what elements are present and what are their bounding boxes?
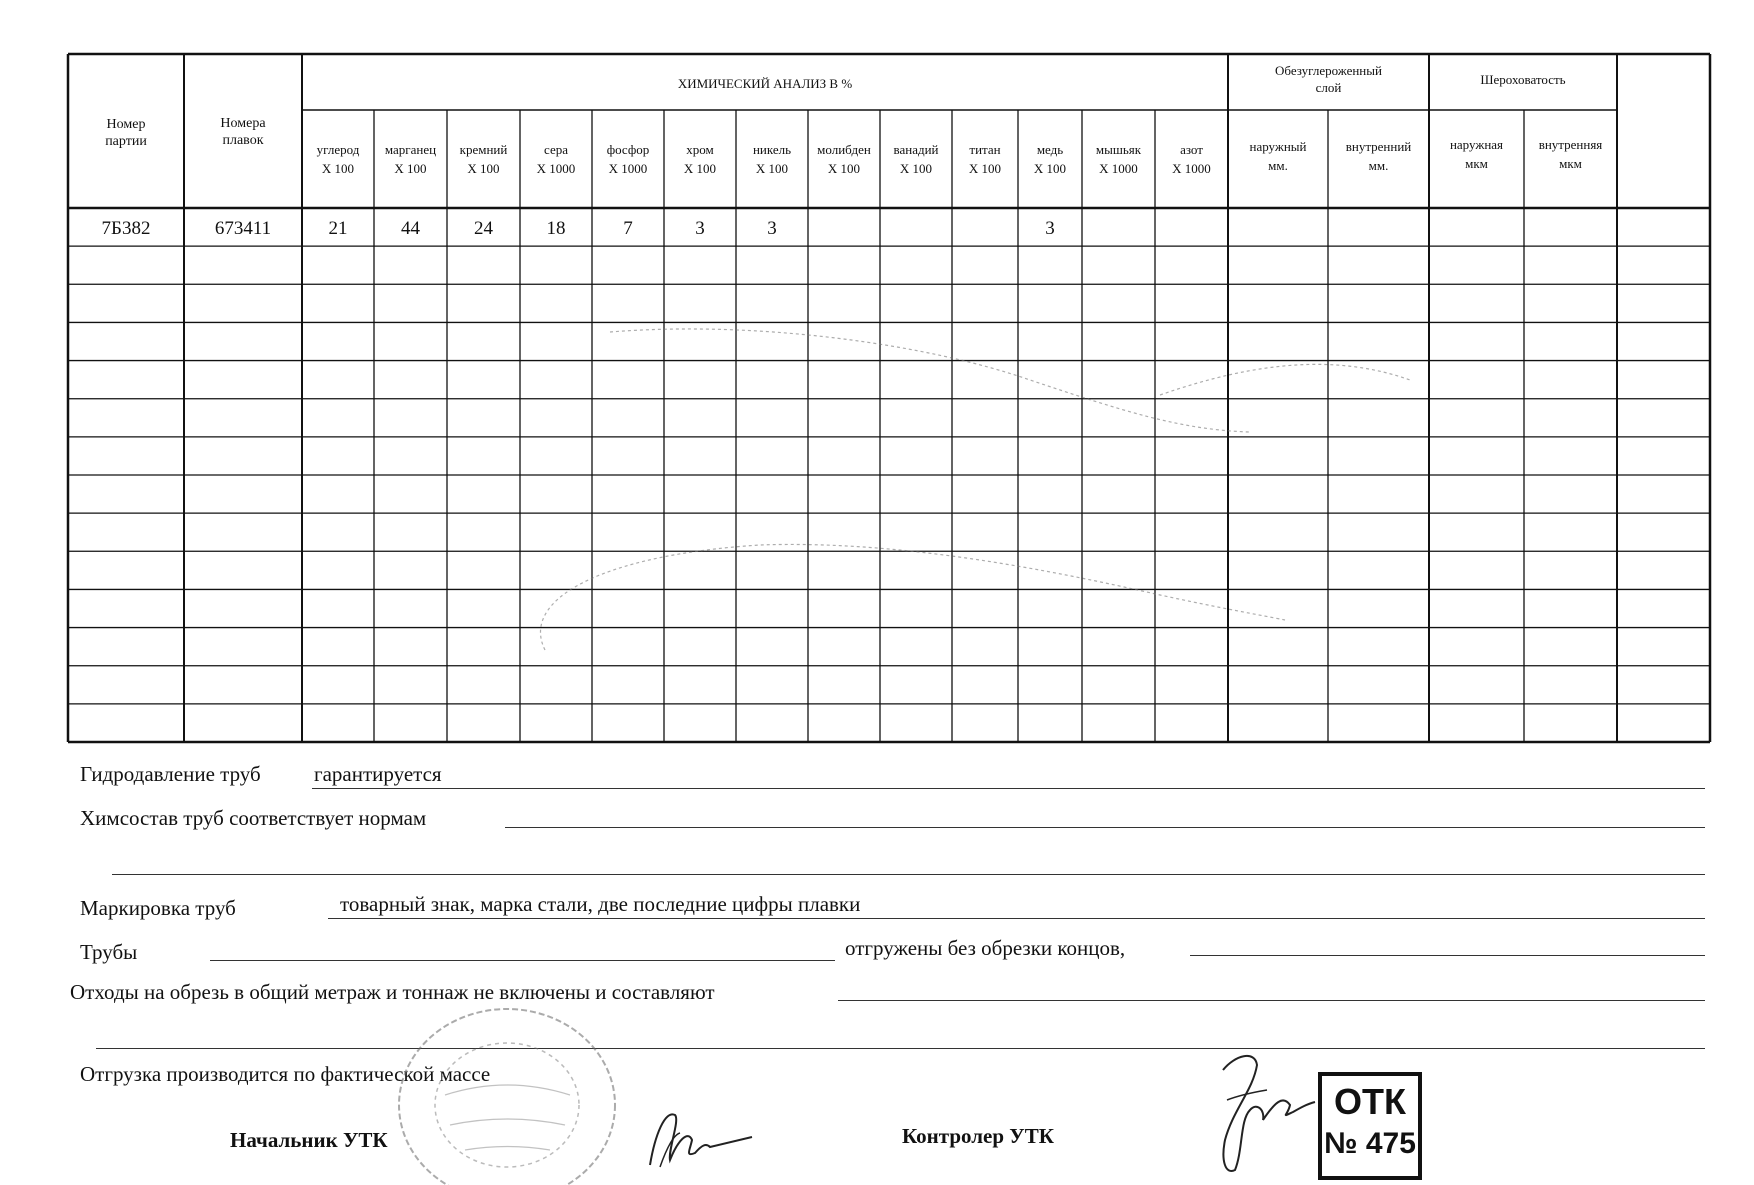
header-col-1-mult: X 100 xyxy=(394,161,427,176)
marking-label: Маркировка труб xyxy=(80,896,236,920)
header-decarb-col-1-unit: мм. xyxy=(1368,158,1389,173)
header-col-7-name: молибден xyxy=(817,142,871,157)
header-col-12-name: азот xyxy=(1180,142,1203,157)
shipment-label: Отгрузка производится по фактической массе xyxy=(80,1062,491,1086)
header-col-8-name: ванадий xyxy=(893,142,939,157)
controller-utk-label: Контролер УТК xyxy=(902,1124,1054,1148)
chief-utk-label: Начальник УТК xyxy=(230,1128,388,1152)
header-col-7-mult: X 100 xyxy=(827,161,861,176)
header-col-5-mult: X 100 xyxy=(683,161,717,176)
header-col-6-mult: X 100 xyxy=(755,161,789,176)
cell-chem-1: 44 xyxy=(401,218,420,240)
header-col-6-name: никель xyxy=(752,142,792,157)
header-roughness: Шероховатость xyxy=(1480,72,1566,87)
header-col-11-name: мышьяк xyxy=(1095,142,1142,157)
shipped-text: отгружены без обрезки концов, xyxy=(845,936,1126,960)
header-chem-analysis: ХИМИЧЕСКИЙ АНАЛИЗ В % xyxy=(677,76,853,91)
pipes-underline xyxy=(210,960,835,961)
header-col-9-mult: X 100 xyxy=(968,161,1002,176)
header-col-8-mult: X 100 xyxy=(899,161,933,176)
cell-batch: 7Б382 xyxy=(101,218,151,240)
header-heat-no-1: Номера xyxy=(220,116,266,131)
otk-stamp-title: ОТК xyxy=(1334,1081,1406,1122)
controller-signature xyxy=(1195,1040,1325,1180)
header-col-2-name: кремний xyxy=(459,142,508,157)
waste-underline xyxy=(838,1000,1705,1001)
header-col-3-mult: X 1000 xyxy=(536,161,576,176)
header-col-10-mult: X 100 xyxy=(1033,161,1067,176)
hydro-underline xyxy=(312,788,1705,789)
header-batch-no-1: Номер xyxy=(106,117,146,132)
cell-chem-2: 24 xyxy=(474,218,493,240)
hydro-value: гарантируется xyxy=(314,762,442,786)
header-decarb-1: Обезуглероженный xyxy=(1275,63,1382,78)
header-rough-col-0-unit: мкм xyxy=(1465,156,1488,171)
header-col-11-mult: X 1000 xyxy=(1099,161,1138,176)
header-col-0-mult: X 100 xyxy=(321,161,355,176)
header-rough-col-0-name: наружная xyxy=(1449,137,1504,152)
chief-signature xyxy=(640,1095,760,1180)
waste-underline-2 xyxy=(96,1048,1705,1049)
chem-composition-underline xyxy=(505,827,1705,828)
waste-label: Отходы на обрезь в общий метраж и тоннаж не включены и составляют xyxy=(70,980,715,1004)
cell-chem-3: 18 xyxy=(546,218,566,240)
marking-value: товарный знак, марка стали, две последние цифры плавки xyxy=(340,892,861,916)
header-col-4-name: фосфор xyxy=(606,142,650,157)
header-decarb-col-0-name: наружный xyxy=(1249,139,1307,154)
header-heat-no-2: плавок xyxy=(222,133,264,148)
header-col-10-name: медь xyxy=(1036,142,1064,157)
chem-composition-label: Химсостав труб соответствует нормам xyxy=(80,806,427,830)
marking-underline xyxy=(328,918,1705,919)
cell-chem-0: 21 xyxy=(328,218,348,240)
cell-chem-4: 7 xyxy=(623,218,633,240)
header-decarb-col-1-name: внутренний xyxy=(1345,139,1412,154)
otk-stamp-number: № 475 xyxy=(1324,1127,1416,1160)
header-col-2-mult: X 100 xyxy=(467,161,500,176)
header-batch-no-2: партии xyxy=(105,134,147,149)
cell-heat: 673411 xyxy=(214,218,272,240)
pipes-label: Трубы xyxy=(80,940,138,964)
cell-chem-6: 3 xyxy=(767,218,777,240)
header-rough-col-1-unit: мкм xyxy=(1559,156,1582,171)
header-col-3-name: сера xyxy=(544,142,568,157)
round-seal xyxy=(395,995,625,1185)
header-col-0-name: углерод xyxy=(316,142,360,157)
header-col-5-name: хром xyxy=(686,142,714,157)
header-col-9-name: титан xyxy=(969,142,1001,157)
header-decarb-col-0-unit: мм. xyxy=(1268,158,1288,173)
shipped-underline xyxy=(1190,955,1705,956)
hydro-label: Гидродавление труб xyxy=(80,762,261,786)
cell-chem-10: 3 xyxy=(1045,218,1055,240)
header-col-4-mult: X 1000 xyxy=(608,161,648,176)
header-decarb-2: слой xyxy=(1315,80,1342,95)
cell-chem-5: 3 xyxy=(695,218,705,240)
otk-stamp xyxy=(1318,1072,1422,1180)
header-col-1-name: марганец xyxy=(384,142,437,157)
header-rough-col-1-name: внутренняя xyxy=(1538,137,1603,152)
header-col-12-mult: X 1000 xyxy=(1172,161,1211,176)
chem-composition-underline-2 xyxy=(112,874,1705,875)
